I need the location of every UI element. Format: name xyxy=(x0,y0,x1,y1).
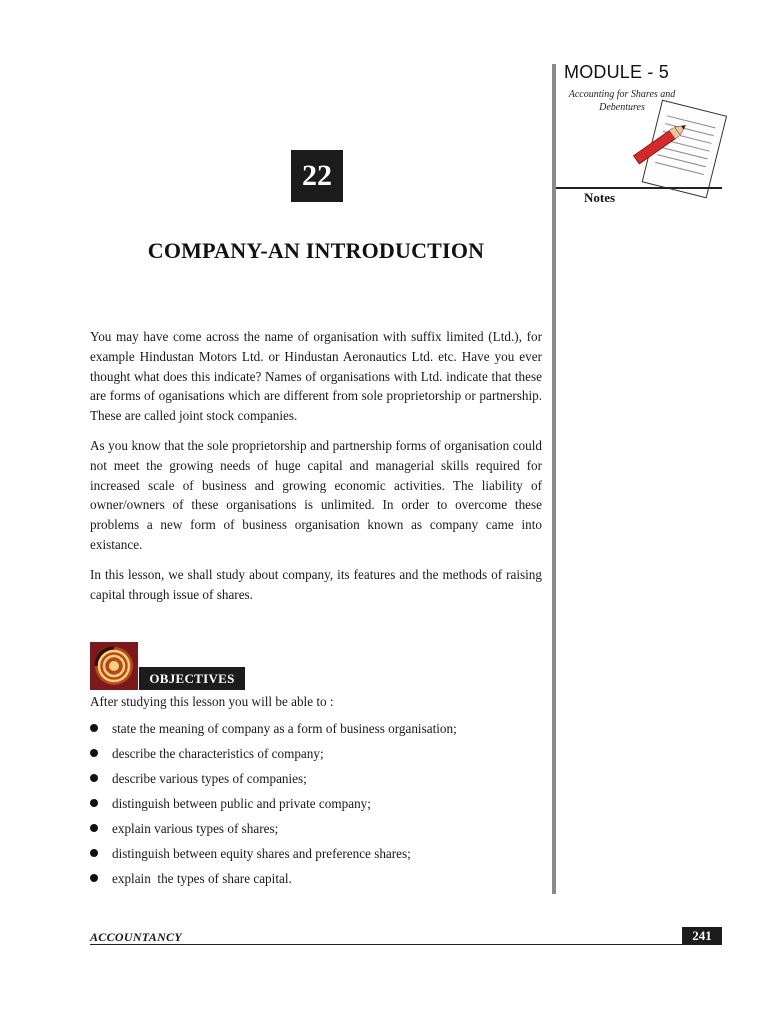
list-item: explain various types of shares; xyxy=(90,819,542,844)
objectives-label: OBJECTIVES xyxy=(139,667,245,690)
bullet-icon xyxy=(90,799,98,807)
list-item: describe the characteristics of company; xyxy=(90,744,542,769)
chapter-number: 22 xyxy=(291,150,343,202)
list-item: describe various types of companies; xyxy=(90,769,542,794)
footer-rule xyxy=(90,944,722,945)
bullet-icon xyxy=(90,774,98,782)
bullet-icon xyxy=(90,849,98,857)
objectives-intro: After studying this lesson you will be able to : xyxy=(90,694,334,709)
module-subtitle: Accounting for Shares and Debentures xyxy=(568,89,676,113)
target-icon xyxy=(90,642,138,690)
list-item: distinguish between equity shares and preference shares; xyxy=(90,844,542,869)
page-number: 241 xyxy=(682,927,722,945)
bullet-icon xyxy=(90,824,98,832)
bullet-icon xyxy=(90,874,98,882)
body-text xyxy=(90,327,542,614)
bullet-icon xyxy=(90,749,98,757)
paragraph: As you know that the sole proprietorship and partnership forms of organisation could not meet the growing needs of huge capital and managerial skills required for increased scale of business and growing economic activities. The liability of owner/owners of these organisations is unlimited. In order to overcome these problems a new form of business organisation known as company came into existance. xyxy=(90,437,542,552)
footer-subject: ACCOUNTANCY xyxy=(90,930,182,944)
list-item: distinguish between public and private company; xyxy=(90,794,542,819)
notes-label: Notes xyxy=(584,190,616,205)
notes-rule xyxy=(556,187,722,189)
bullet-icon xyxy=(90,724,98,732)
list-item: explain the types of share capital. xyxy=(90,869,542,894)
module-title: MODULE - 5 xyxy=(564,62,670,82)
paragraph: In this lesson, we shall study about company, its features and the methods of raising capital through issue of shares. xyxy=(90,566,542,602)
objectives-list xyxy=(90,719,542,894)
paragraph: You may have come across the name of organisation with suffix limited (Ltd.), for example Hindustan Motors Ltd. or Hindustan Aeronautics Ltd. etc. Have you ever thought what does this indicate? Names of organisations with Ltd. indicate that these are forms of oganisations which are different from sole proprietorship or partnership. These are called joint stock companies. xyxy=(90,329,542,424)
margin-divider xyxy=(552,64,556,894)
chapter-title: COMPANY-AN INTRODUCTION xyxy=(147,238,485,263)
list-item: state the meaning of company as a form of business organisation; xyxy=(90,719,542,744)
